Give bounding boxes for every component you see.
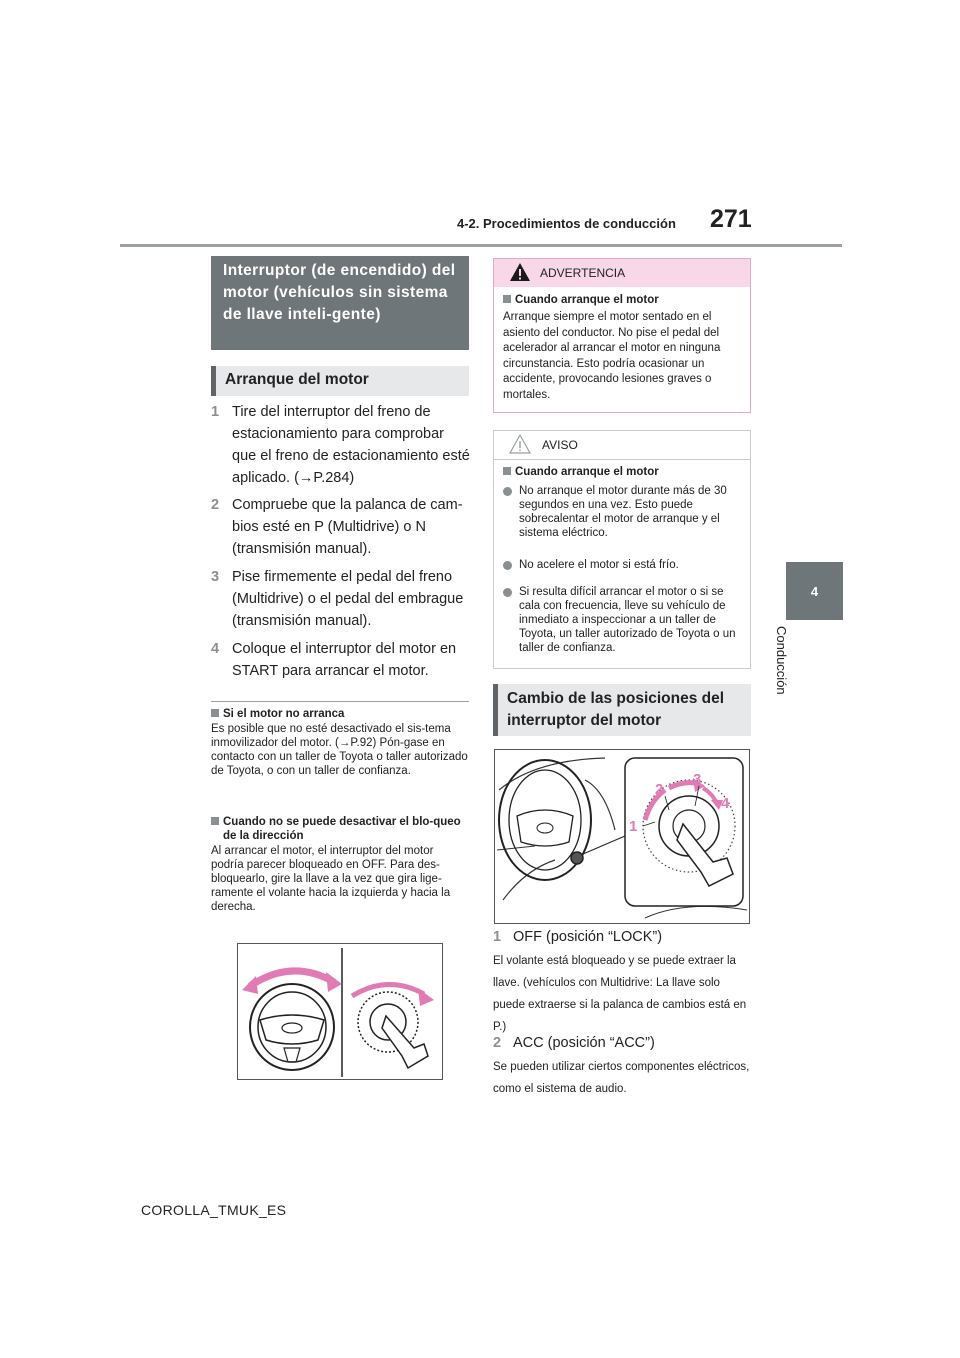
square-bullet-icon [503, 295, 511, 303]
step-number: 2 [211, 497, 220, 513]
notice-item-2: No acelere el motor si está frío. [503, 558, 743, 578]
square-bullet-icon [211, 817, 219, 825]
notice-title: AVISO [542, 438, 578, 452]
step-text: Tire del interruptor del freno de estacionamiento para comprobar que el freno de estacionamiento esté aplicado. (→P.284) [232, 404, 470, 486]
steering-illustration [238, 944, 442, 1079]
notice-item-1: No arranque el motor durante más de 30 segundos en una vez. Esto puede sobrecalentar el motor de arranque y el sistema eléctrico. [503, 484, 743, 548]
position-number: 2 [493, 1035, 502, 1051]
notice-item-3: Si resulta difícil arrancar el motor o si se cala con frecuencia, lleve su vehículo de inmediato a inspeccionar a un taller de Toyota, un taller autorizado de Toyota o un taller de confianza. [503, 585, 743, 665]
notice-body [503, 465, 743, 665]
position-number: 1 [493, 929, 502, 945]
square-bullet-icon [211, 709, 219, 717]
round-bullet-icon [503, 561, 512, 570]
position-2-text: Se pueden utilizar ciertos componentes eléctricos, como el sistema de audio. [493, 1061, 750, 1095]
notice-box [493, 430, 751, 669]
warning-body [503, 293, 743, 403]
warning-title: ADVERTENCIA [540, 266, 626, 280]
step-text: Pise firmemente el pedal del freno (Multidrive) o el pedal del embrague (transmisión manual). [232, 569, 464, 629]
ignition-figure [494, 749, 750, 924]
note-heading: Cuando no se puede desactivar el blo-queo de la dirección [211, 815, 469, 843]
note-heading: Si el motor no arranca [211, 707, 469, 721]
round-bullet-icon [503, 487, 512, 496]
step-number: 1 [211, 404, 220, 420]
step-2 [211, 494, 471, 564]
footer-code: COROLLA_TMUK_ES [141, 1202, 287, 1218]
header-rule [120, 244, 842, 247]
header-section: 4-2. Procedimientos de conducción [457, 216, 676, 231]
note-text: Es posible que no esté desactivado el sis-tema inmovilizador del motor. (→P.92) Pón-gase en contacto con un taller de Toyota o taller autorizado de Toyota, o con un taller de confianza. [211, 723, 468, 777]
notice-heading: Cuando arranque el motor [503, 465, 743, 479]
subsection-title: Arranque del motor [211, 366, 469, 396]
chapter-label [774, 626, 809, 706]
note-text: Al arrancar el motor, el interruptor del motor podría parecer bloqueado en OFF. Para des-bloquearlo, gire la llave a la vez que gira lige-ramente el volante hacia la izquierda y hacia la derecha. [211, 845, 451, 913]
position-2-title: 2 ACC (posición “ACC”) [493, 1032, 753, 1056]
step-text: Coloque el interruptor del motor en START para arrancar el motor. [232, 641, 457, 679]
square-bullet-icon [503, 467, 511, 475]
warning-heading: Cuando arranque el motor [503, 293, 743, 307]
warning-triangle-icon [509, 262, 531, 282]
step-text: Compruebe que la palanca de cam-bios esté en P (Multidrive) o N (transmisión manual). [232, 497, 463, 557]
subsection-title-2: Cambio de las posiciones del interruptor del motor [493, 684, 751, 736]
steering-figure [237, 943, 443, 1080]
chapter-label-text: Conducción [774, 626, 789, 695]
step-1 [211, 401, 471, 491]
section-title: Interruptor (de encendido) del motor (vehículos sin sistema de llave inteli-gente) [211, 256, 469, 350]
figure-label-2: 2 [655, 781, 664, 798]
position-1-title: 1 OFF (posición “LOCK”) [493, 926, 753, 950]
notice-header [494, 431, 750, 460]
notes-divider [211, 701, 469, 702]
chapter-tab: 4 [786, 562, 843, 620]
step-number: 4 [211, 641, 220, 657]
figure-label-4: 4 [721, 795, 730, 812]
position-1-text: El volante está bloqueado y se puede extraer la llave. (vehículos con Multidrive: La llave solo puede extraerse si la palanca de cambios está en P.) [493, 955, 747, 1033]
round-bullet-icon [503, 588, 512, 597]
step-3 [211, 566, 471, 636]
note-2 [211, 815, 469, 914]
figure-label-3: 3 [693, 771, 702, 788]
step-4 [211, 638, 471, 688]
warning-text: Arranque siempre el motor sentado en el asiento del conductor. No pise el pedal del acelerador al arrancar el motor en ninguna circunstancia. Esto podría ocasionar un accidente, provocando lesiones graves o mortales. [503, 311, 721, 401]
step-number: 3 [211, 569, 220, 585]
note-1 [211, 707, 469, 778]
page-number: 271 [710, 205, 752, 233]
caution-triangle-icon [509, 434, 531, 454]
warning-header [494, 259, 750, 287]
figure-label-1: 1 [629, 818, 638, 835]
warning-box [493, 258, 751, 413]
ignition-illustration [495, 750, 749, 923]
